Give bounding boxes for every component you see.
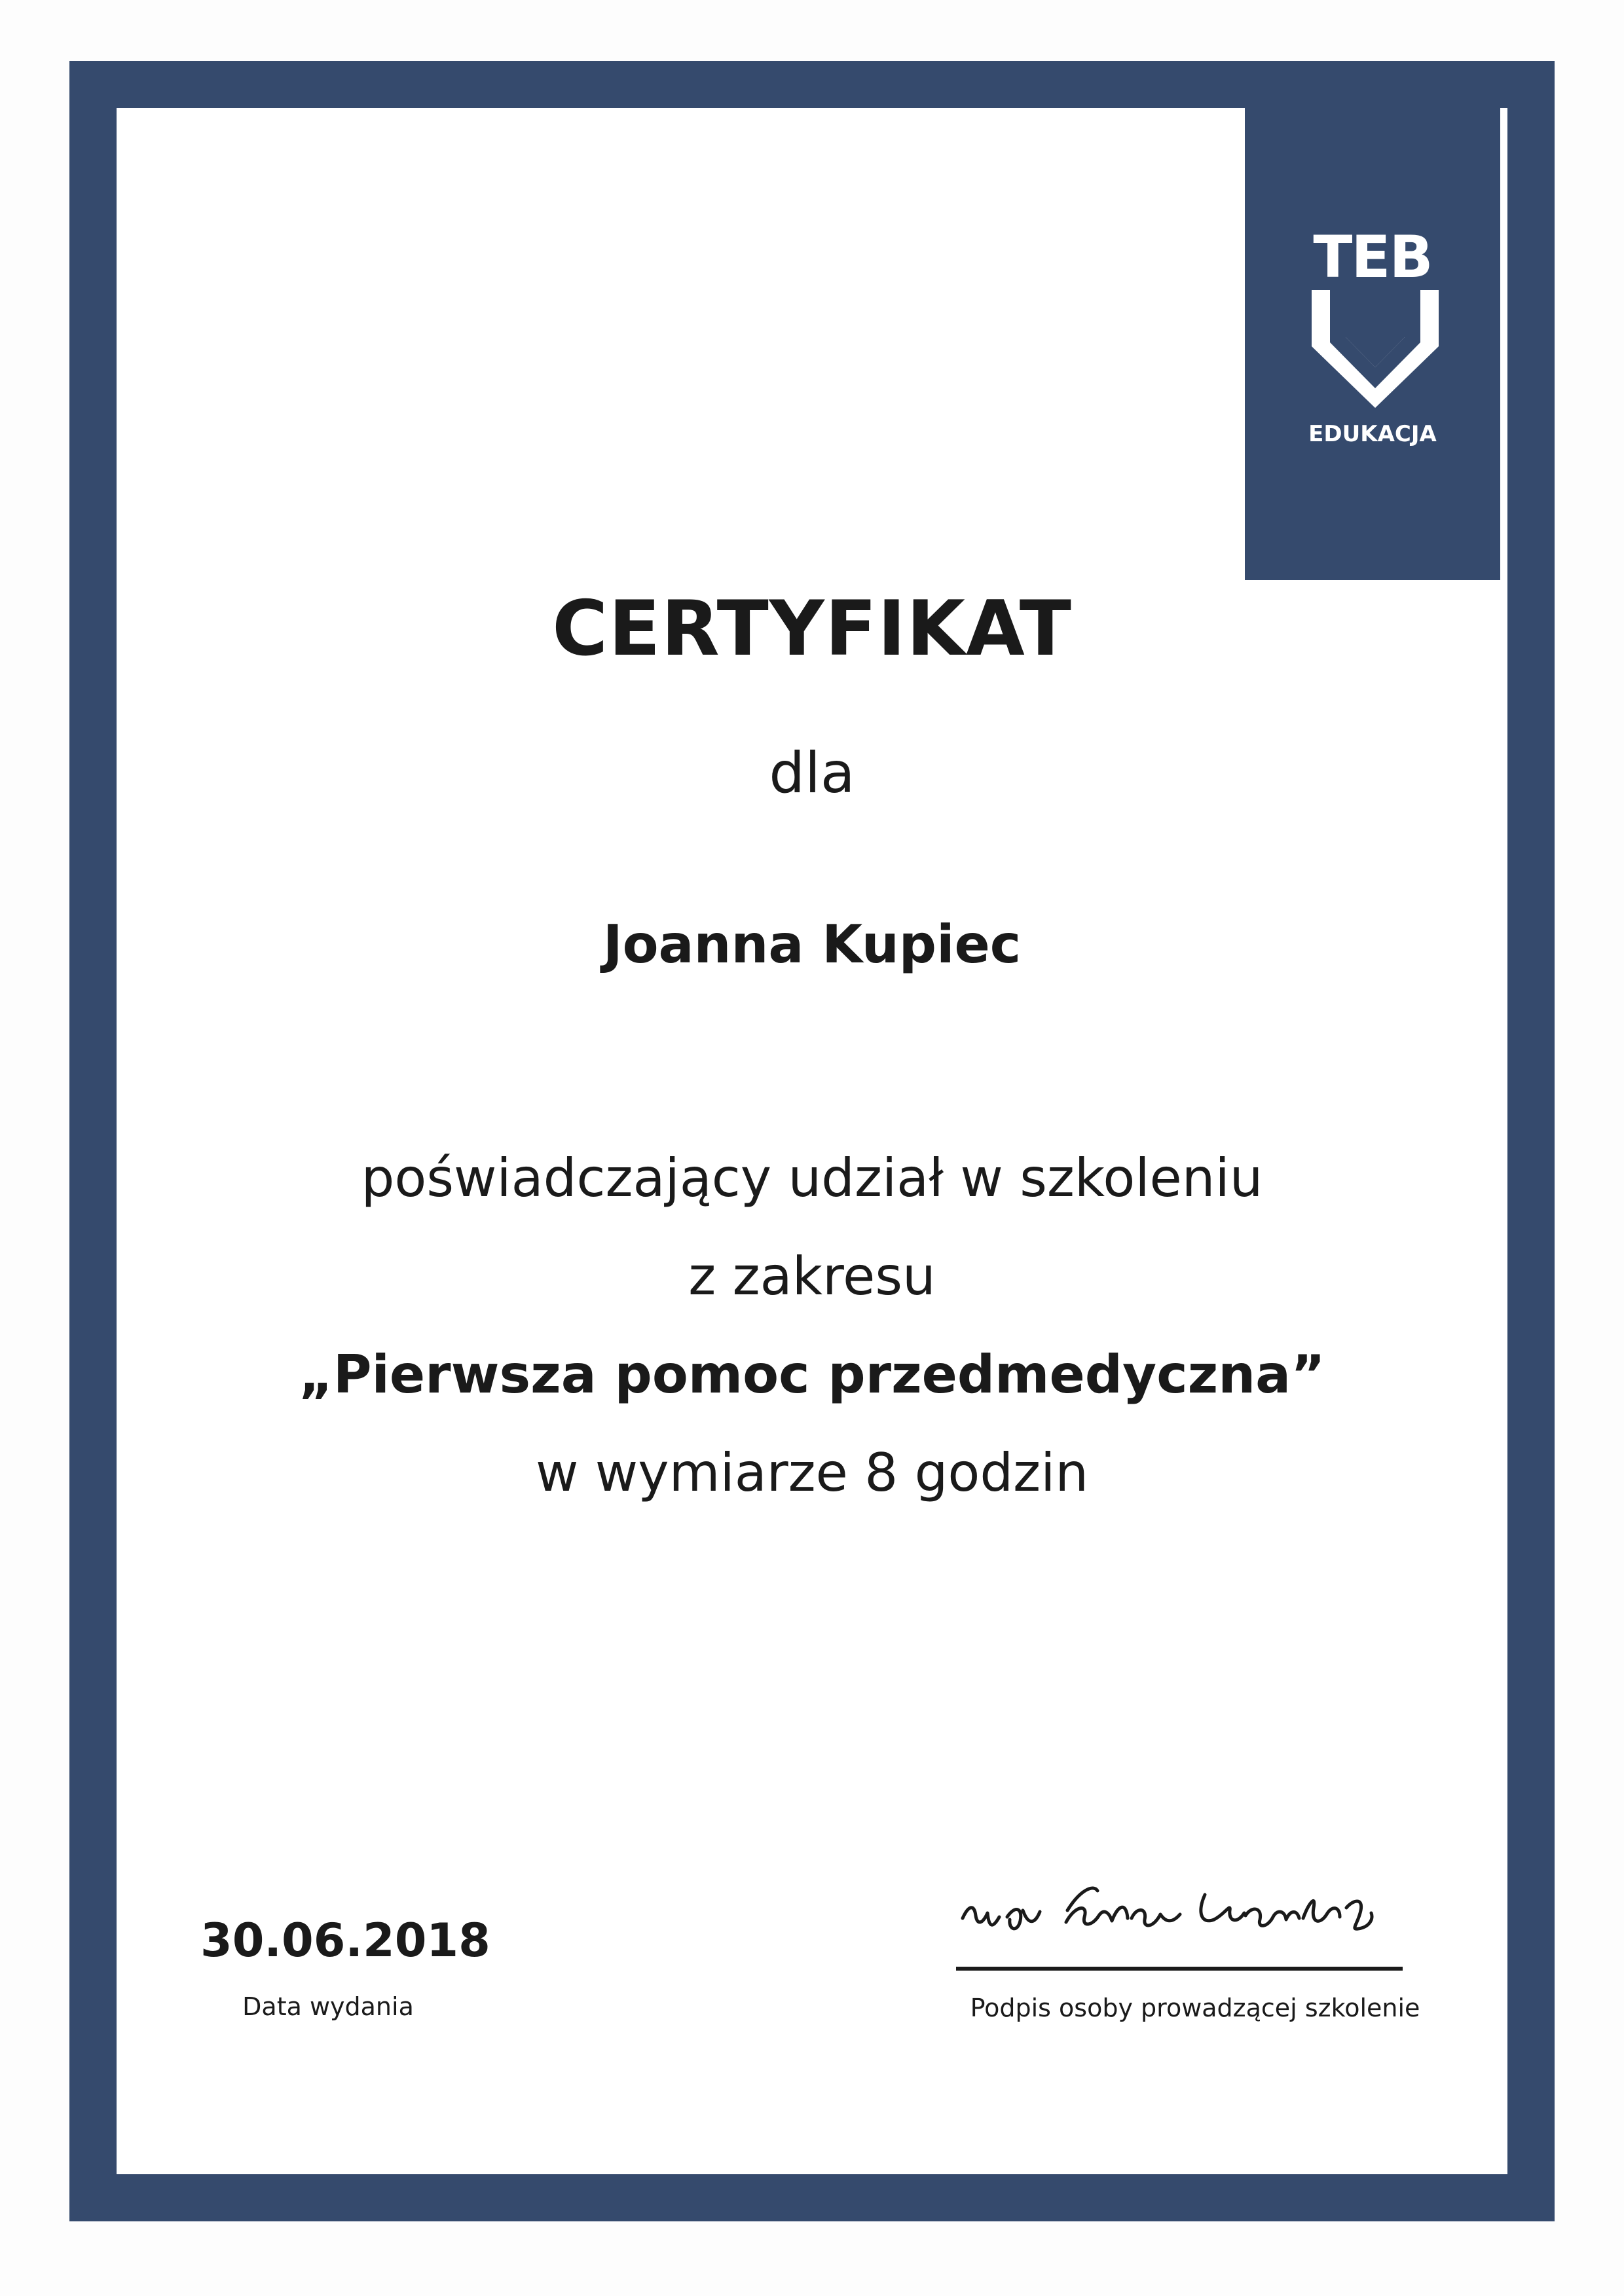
signature-line (956, 1967, 1403, 1971)
logo-wordmark: TEB (1313, 223, 1432, 291)
logo-subtitle: EDUKACJA (1308, 421, 1437, 447)
handwritten-signature (950, 1865, 1421, 1956)
for-word: dla (769, 740, 855, 806)
statement-line-1: poświadczający udział w szkoleniu (361, 1148, 1263, 1209)
certificate-title: CERTYFIKAT (552, 585, 1072, 673)
course-title: „Pierwsza pomoc przedmedyczna” (299, 1344, 1325, 1405)
recipient-name: Joanna Kupiec (602, 914, 1022, 975)
signature-label: Podpis osoby prowadzącej szkolenie (970, 1994, 1420, 2022)
issue-date: 30.06.2018 (200, 1914, 490, 1967)
issue-date-label: Data wydania (242, 1992, 414, 2021)
logo-block (1245, 61, 1500, 580)
duration-line: w wymiarze 8 godzin (535, 1442, 1089, 1503)
statement-line-2: z zakresu (688, 1246, 936, 1307)
teb-chevron-icon (1312, 290, 1439, 408)
